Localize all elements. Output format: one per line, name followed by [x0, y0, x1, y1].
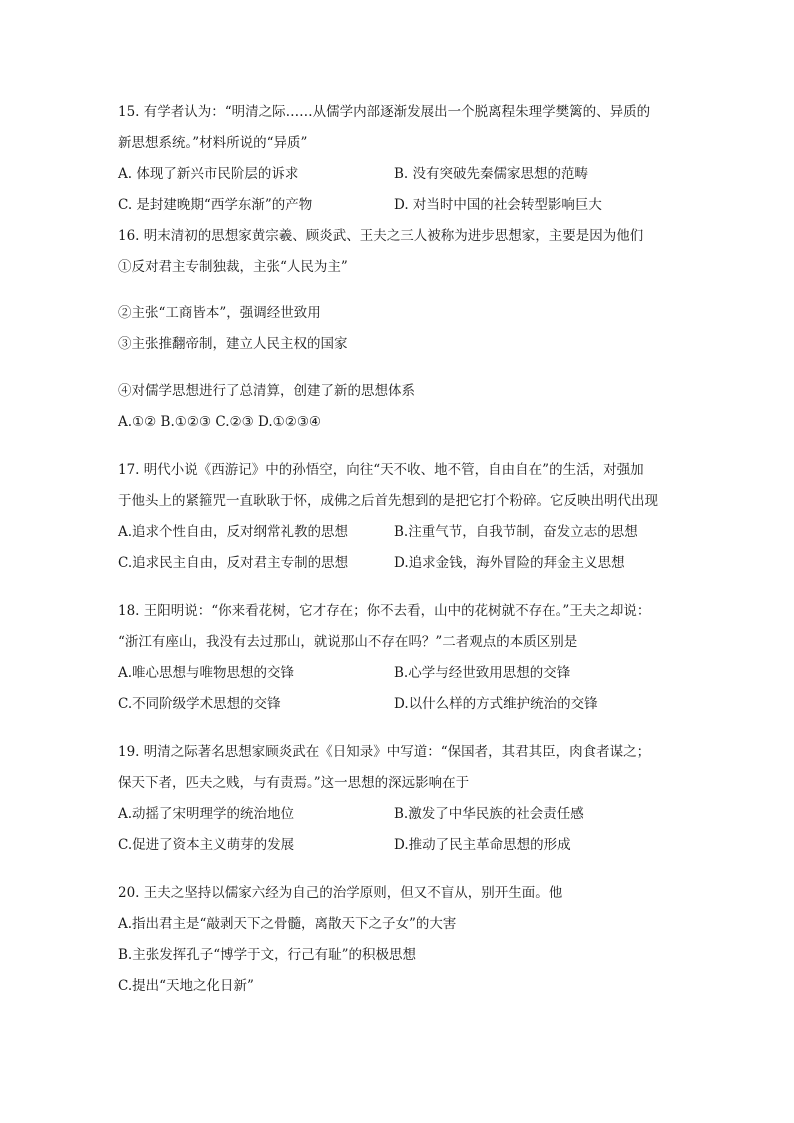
q18-option-d: D.以什么样的方式维护统治的交锋: [394, 696, 598, 712]
q17-option-a: A.追求个性自由，反对纲常礼教的思想: [118, 524, 349, 540]
q17-option-b: B.注重气节，自我节制，奋发立志的思想: [394, 524, 638, 540]
q20-option-a: A.指出君主是“敲剥天下之骨髓，离散天下之子女”的大害: [118, 916, 457, 932]
q15-option-c: C. 是封建晚期“西学东渐”的产物: [118, 197, 313, 213]
q18-option-a: A.唯心思想与唯物思想的交锋: [118, 665, 295, 681]
q18-option-b: B.心学与经世致用思想的交锋: [394, 665, 571, 681]
q15-stem-line-2: 新思想系统。”材料所说的“异质”: [118, 135, 308, 151]
q16-item-4: ④对儒学思想进行了总清算，创建了新的思想体系: [118, 383, 415, 399]
q17-stem-line-2: 于他头上的紧箍咒一直耿耿于怀，成佛之后首先想到的是把它打个粉碎。它反映出明代出现: [118, 493, 658, 509]
q18-stem-line-2: “浙江有座山，我没有去过那山，就说那山不存在吗？”二者观点的本质区别是: [118, 634, 578, 650]
q17-option-d: D.追求金钱，海外冒险的拜金主义思想: [394, 555, 625, 571]
q20-stem-line-1: 20. 王夫之坚持以儒家六经为自己的治学原则，但又不盲从，别开生面。他: [118, 885, 563, 901]
q17-stem-line-1: 17. 明代小说《西游记》中的孙悟空，向往“天不收、地不管，自由自在”的生活，对强加: [118, 462, 644, 478]
q18-option-c: C.不同阶级学术思想的交锋: [118, 696, 281, 712]
q15-option-d: D. 对当时中国的社会转型影响巨大: [394, 197, 602, 213]
q17-option-c: C.追求民主自由，反对君主专制的思想: [118, 555, 349, 571]
q15-option-a: A. 体现了新兴市民阶层的诉求: [118, 166, 299, 182]
q20-option-b: B.主张发挥孔子“博学于文，行己有耻”的积极思想: [118, 947, 417, 963]
q19-option-b: B.激发了中华民族的社会责任感: [394, 806, 584, 822]
q19-stem-line-2: 保天下者，匹夫之贱，与有责焉。”这一思想的深远影响在于: [118, 775, 470, 791]
q19-option-c: C.促进了资本主义萌芽的发展: [118, 837, 295, 853]
q20-option-c: C.提出“天地之化日新”: [118, 978, 254, 994]
q16-options: A.①② B.①②③ C.②③ D.①②③④: [118, 414, 322, 430]
q15-stem-line-1: 15. 有学者认为：“明清之际……从儒学内部逐渐发展出一个脱离程朱理学樊篱的、异质的: [118, 104, 651, 120]
q19-option-a: A.动摇了宋明理学的统治地位: [118, 806, 295, 822]
q15-option-b: B. 没有突破先秦儒家思想的范畴: [394, 166, 589, 182]
q16-item-1: ①反对君主专制独裁，主张“人民为主”: [118, 259, 348, 275]
q19-option-d: D.推动了民主革命思想的形成: [394, 837, 571, 853]
q16-item-2: ②主张“工商皆本”，强调经世致用: [118, 305, 321, 321]
q19-stem-line-1: 19. 明清之际著名思想家顾炎武在《日知录》中写道：“保国者，其君其臣，肉食者谋之；: [118, 744, 651, 760]
q18-stem-line-1: 18. 王阳明说：“你来看花树，它才存在；你不去看，山中的花树就不存在。”王夫之却说：: [118, 603, 651, 619]
q16-item-3: ③主张推翻帝制，建立人民主权的国家: [118, 336, 348, 352]
q16-stem-line-1: 16. 明末清初的思想家黄宗羲、顾炎武、王夫之三人被称为进步思想家，主要是因为他们: [118, 228, 644, 244]
